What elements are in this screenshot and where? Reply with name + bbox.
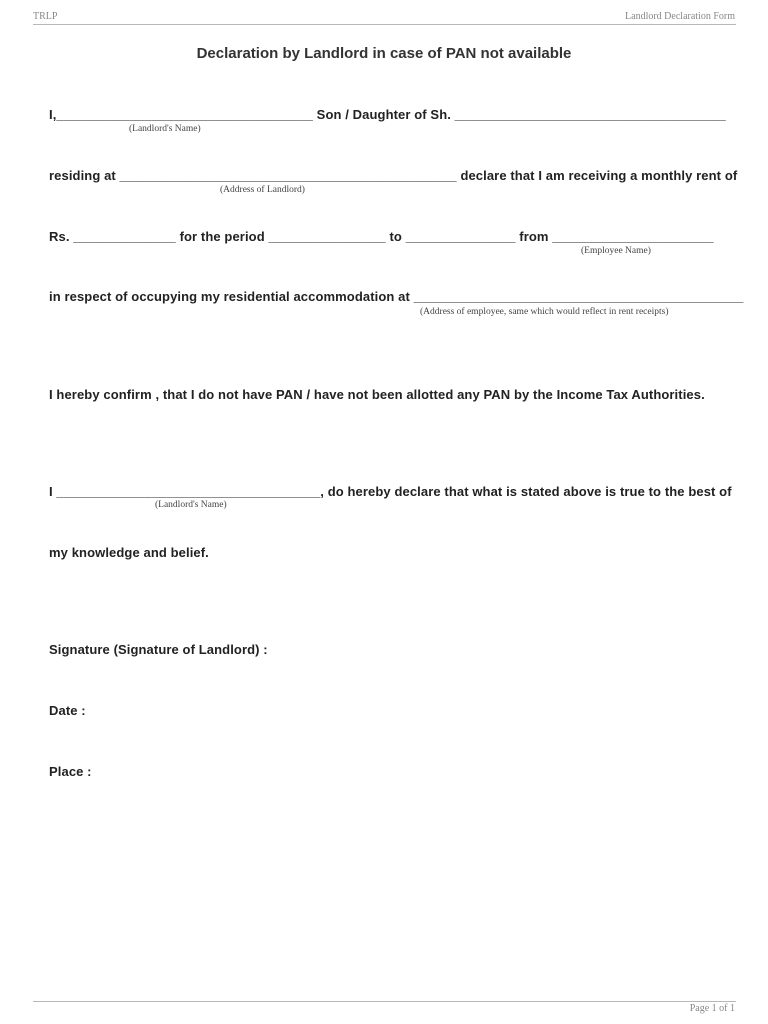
header-right-text: Landlord Declaration Form [625,11,735,22]
pan-confirmation-line: I hereby confirm , that I do not have PAN / have not been allotted any PAN by the Income Tax Authorities. [49,387,705,402]
date-label: Date : [49,703,86,718]
header-divider [33,24,736,25]
rent-line: Rs. ______________ for the period ________________ to _______________ from ______________________ [49,229,714,244]
signature-label: Signature (Signature of Landlord) : [49,642,268,657]
page-number: Page 1 of 1 [689,1003,735,1014]
landlord-name-caption: (Landlord's Name) [129,124,201,134]
address-line: residing at ______________________________________________ declare that I am receiving a monthly rent of [49,168,738,183]
address-caption: (Address of Landlord) [220,185,305,195]
accommodation-line: in respect of occupying my residential accommodation at _____________________________________________ [49,289,744,304]
employee-name-caption: (Employee Name) [581,246,651,256]
knowledge-line: my knowledge and belief. [49,545,209,560]
header-left-text: TRLP [33,11,58,22]
declaration-line: I ____________________________________, do hereby declare that what is stated above is true to the best of [49,484,732,499]
landlord-name-line: I,___________________________________ Son / Daughter of Sh. _____________________________________ [49,107,726,122]
page-title: Declaration by Landlord in case of PAN not available [196,45,572,62]
place-label: Place : [49,764,92,779]
declaration-name-caption: (Landlord's Name) [155,500,227,510]
accommodation-caption: (Address of employee, same which would reflect in rent receipts) [420,307,669,317]
footer-divider [33,1001,736,1002]
